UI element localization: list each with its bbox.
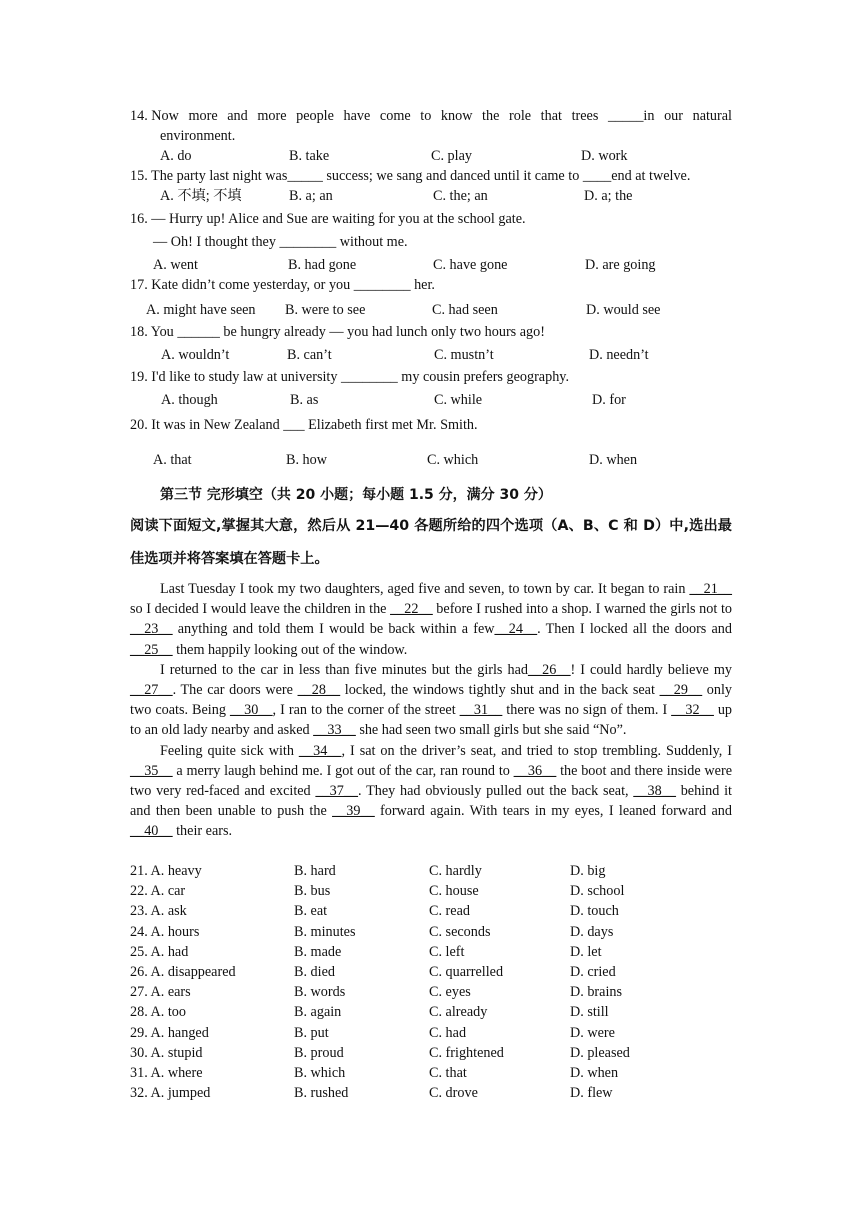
passage-text: . The car doors were — [172, 682, 298, 699]
question-number: 17. — [130, 277, 148, 293]
passage-text: only two coats. Being — [130, 682, 732, 719]
option-16-b: B. had gone — [288, 257, 357, 273]
cloze-blank: __39__ — [332, 803, 375, 820]
option-19-c: C. while — [434, 392, 483, 408]
cloze-option: C. already — [429, 1004, 488, 1021]
cloze-option: D. brains — [570, 984, 623, 1001]
cloze-blank: __27__ — [130, 682, 173, 699]
option-16-c: C. have gone — [433, 257, 508, 273]
cloze-option: 30. A. stupid — [130, 1044, 203, 1061]
cloze-option: 29. A. hanged — [130, 1024, 209, 1041]
question-16-stem-cont: — Oh! I thought they ________ without me. — [153, 234, 408, 250]
cloze-option: B. hard — [294, 863, 336, 879]
cloze-option: C. read — [429, 903, 470, 920]
passage-text: Feeling quite sick with — [160, 742, 299, 759]
passage-text: a merry laugh behind me. I got out of the car, ran round to — [172, 762, 514, 779]
option-18-c: C. mustn’t — [434, 347, 494, 363]
passage-text: ! I could hardly believe my — [570, 661, 732, 678]
question-14-stem-cont: environment. — [160, 128, 236, 144]
passage-text: so I decided I would leave the children in the — [130, 601, 391, 618]
cloze-option: B. bus — [294, 883, 331, 900]
cloze-blank: __36__ — [513, 762, 557, 779]
cloze-option: 21. A. heavy — [130, 863, 202, 879]
cloze-blank: __32__ — [671, 702, 714, 719]
cloze-option: D. flew — [570, 1085, 613, 1102]
cloze-option: B. rushed — [294, 1085, 349, 1102]
cloze-option: B. eat — [294, 903, 328, 920]
passage-text: . They had obviously pulled out the back seat, — [358, 783, 634, 800]
cloze-blank: __28__ — [297, 682, 341, 699]
question-19-stem — [130, 368, 569, 386]
passage-text: the boot and there inside were two very red-faced and excited — [130, 762, 732, 800]
cloze-option: C. house — [429, 883, 479, 900]
passage-text: there was no sign of them. I — [502, 702, 672, 719]
cloze-blank: __25__ — [130, 641, 173, 658]
cloze-option: D. let — [570, 943, 602, 960]
cloze-option: 23. A. ask — [130, 903, 187, 920]
option-19-a: A. though — [161, 392, 218, 408]
cloze-option: 31. A. where — [130, 1065, 203, 1081]
cloze-blank: __34__ — [298, 742, 342, 759]
cloze-option: D. were — [570, 1024, 615, 1041]
cloze-option: D. days — [570, 923, 614, 940]
cloze-option: B. which — [294, 1065, 346, 1081]
section-title: 第三节 完形填空（共 20 小题；每小题 1.5 分，满分 30 分） — [160, 487, 552, 503]
passage-text: Last Tuesday I took my two daughters, aged five and seven, to town by car. It began to rain — [160, 581, 690, 597]
cloze-option: D. cried — [570, 964, 616, 980]
option-14-c: C. play — [431, 148, 472, 164]
passage-text: . Then I locked all the doors and — [537, 621, 732, 638]
option-17-b: B. were to see — [285, 302, 366, 318]
option-17-c: C. had seen — [432, 302, 498, 318]
passage-text: she had seen two small girls but she said “No”. — [355, 722, 627, 739]
question-text: It was in New Zealand ___ Elizabeth first met Mr. Smith. — [151, 417, 478, 433]
cloze-option: C. quarrelled — [429, 964, 504, 980]
cloze-blank: __21__ — [689, 581, 732, 597]
cloze-option: 25. A. had — [130, 943, 189, 960]
cloze-option: C. eyes — [429, 984, 471, 1001]
question-text: The party last night was_____ success; we sang and danced until it came to ____end at twelve. — [151, 168, 691, 184]
cloze-option: C. left — [429, 943, 465, 960]
passage-text: up to an old lady nearby and asked — [130, 702, 732, 739]
passage-text: I returned to the car in less than five minutes but the girls had — [160, 661, 528, 678]
passage-text: locked, the windows tightly shut and in the back seat — [340, 682, 660, 699]
passage-text: , I sat on the driver’s seat, and tried to stop trembling. Suddenly, I — [341, 742, 732, 759]
option-14-d: D. work — [581, 148, 628, 164]
cloze-blank: __22__ — [390, 601, 433, 618]
option-18-a: A. wouldn’t — [161, 347, 230, 363]
cloze-blank: __31__ — [459, 702, 503, 719]
option-20-a: A. that — [153, 452, 192, 468]
question-text: — Hurry up! Alice and Sue are waiting for you at the school gate. — [151, 211, 526, 227]
passage-paragraph — [130, 579, 732, 660]
cloze-option: C. hardly — [429, 863, 482, 879]
cloze-option: C. that — [429, 1065, 467, 1081]
cloze-option: C. frightened — [429, 1044, 504, 1061]
option-17-a: A. might have seen — [146, 302, 256, 318]
cloze-option: C. drove — [429, 1085, 478, 1102]
cloze-blank: __37__ — [315, 783, 359, 800]
cloze-option: 26. A. disappeared — [130, 964, 236, 980]
passage-text: , I ran to the corner of the street — [272, 702, 460, 719]
cloze-option: B. proud — [294, 1044, 344, 1061]
question-text: Now more and more people have come to know the role that trees _____in our natural — [151, 108, 732, 124]
option-17-d: D. would see — [586, 302, 661, 318]
question-number: 19. — [130, 369, 148, 385]
question-20-stem — [130, 416, 478, 434]
passage-text: anything and told them I would be back within a few — [172, 621, 495, 638]
option-20-d: D. when — [589, 452, 638, 468]
question-15-stem — [130, 167, 690, 185]
cloze-option: D. still — [570, 1004, 609, 1021]
question-text: Kate didn’t come yesterday, or you ________ her. — [151, 277, 435, 293]
question-number: 20. — [130, 417, 148, 433]
cloze-option: B. words — [294, 984, 346, 1001]
option-15-b: B. a; an — [289, 188, 333, 204]
passage-text: before I rushed into a shop. I warned the girls not to — [432, 601, 732, 618]
option-15-a: A. 不填; 不填 — [160, 188, 242, 204]
question-number: 15. — [130, 168, 148, 184]
option-20-b: B. how — [286, 452, 327, 468]
cloze-passage — [130, 579, 732, 842]
question-18-stem — [130, 323, 545, 341]
cloze-option: 32. A. jumped — [130, 1085, 211, 1102]
cloze-blank: __35__ — [130, 762, 173, 779]
option-20-c: C. which — [427, 452, 479, 468]
cloze-option: C. seconds — [429, 923, 491, 940]
cloze-blank: __24__ — [494, 621, 538, 638]
option-14-b: B. take — [289, 148, 330, 164]
question-number: 14. — [130, 108, 148, 124]
cloze-option: B. put — [294, 1024, 329, 1041]
option-19-b: B. as — [290, 392, 319, 408]
cloze-option: 28. A. too — [130, 1004, 186, 1021]
cloze-option: B. died — [294, 964, 335, 980]
cloze-blank: __40__ — [130, 823, 173, 840]
passage-text: them happily looking out of the window. — [172, 641, 408, 658]
option-18-d: D. needn’t — [589, 347, 649, 363]
passage-text: their ears. — [172, 823, 233, 840]
cloze-option: D. school — [570, 883, 625, 900]
cloze-option: B. minutes — [294, 923, 356, 940]
cloze-option: 22. A. car — [130, 883, 186, 900]
cloze-blank: __26__ — [527, 661, 571, 678]
cloze-option: D. when — [570, 1065, 619, 1081]
cloze-option: 27. A. ears — [130, 984, 191, 1001]
passage-text: behind it and then been unable to push the — [130, 783, 733, 820]
question-number: 18. — [130, 324, 148, 340]
cloze-option: B. made — [294, 943, 342, 960]
cloze-option: 24. A. hours — [130, 923, 200, 940]
cloze-blank: __38__ — [633, 783, 676, 800]
passage-text: forward again. With tears in my eyes, I leaned forward and — [374, 803, 732, 820]
question-17-stem — [130, 276, 435, 294]
option-15-d: D. a; the — [584, 188, 633, 204]
passage-paragraph — [130, 660, 732, 741]
cloze-blank: __23__ — [130, 621, 173, 638]
cloze-blank: __33__ — [313, 722, 356, 739]
passage-paragraph — [130, 741, 732, 842]
section-instruction: 阅读下面短文,掌握其大意，然后从 21—40 各题所给的四个选项（A、B、C 和 D）中,选出最佳选项并将答案填在答题卡上。 — [130, 518, 732, 567]
option-15-c: C. the; an — [433, 188, 488, 204]
cloze-option: B. again — [294, 1004, 342, 1021]
question-16-stem — [130, 210, 526, 228]
option-16-a: A. went — [153, 257, 198, 273]
cloze-option: D. touch — [570, 903, 619, 920]
question-14-stem — [130, 107, 732, 125]
question-text: I'd like to study law at university ________ my cousin prefers geography. — [151, 369, 570, 385]
option-19-d: D. for — [592, 392, 626, 408]
option-16-d: D. are going — [585, 257, 656, 273]
cloze-option: D. pleased — [570, 1044, 630, 1061]
option-14-a: A. do — [160, 148, 192, 164]
cloze-option: C. had — [429, 1024, 467, 1041]
question-number: 16. — [130, 211, 148, 227]
cloze-blank: __29__ — [659, 682, 703, 699]
question-text: You ______ be hungry already — you had lunch only two hours ago! — [150, 324, 545, 340]
option-18-b: B. can’t — [287, 347, 332, 363]
cloze-blank: __30__ — [229, 702, 273, 719]
cloze-option: D. big — [570, 863, 606, 879]
